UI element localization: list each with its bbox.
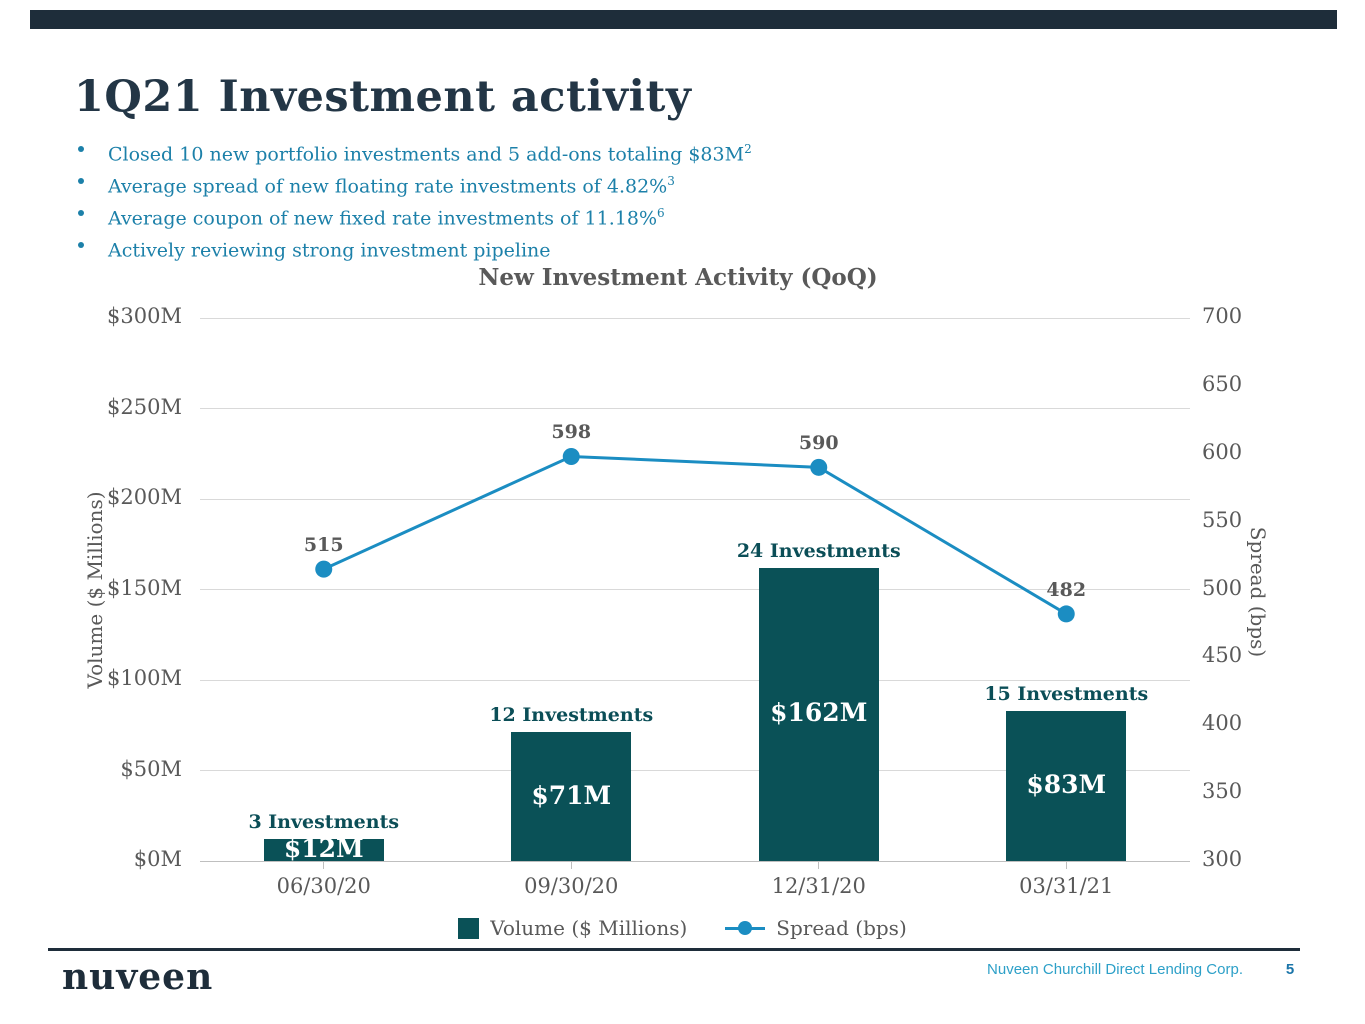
spread-marker-dot — [738, 921, 752, 935]
spread-data-point — [315, 561, 332, 578]
x-axis-label: 06/30/20 — [276, 874, 371, 898]
bullet-item — [78, 232, 752, 264]
bullet-item — [78, 136, 752, 168]
y-right-tick-label: 550 — [1202, 507, 1243, 532]
top-bar — [30, 10, 1337, 29]
bar-value-label: $71M — [531, 780, 612, 810]
y-left-tick-label: $100M — [107, 666, 182, 690]
y-right-tick-label: 400 — [1202, 711, 1243, 736]
y-left-tick-label: $200M — [107, 485, 182, 509]
investments-count-label: 12 Investments — [489, 704, 654, 727]
legend-item-volume — [458, 916, 687, 940]
y-right-tick-label: 450 — [1202, 643, 1243, 668]
legend-label-spread: Spread (bps) — [776, 916, 907, 940]
bullet-dot-icon — [78, 146, 84, 152]
left-axis-title: Volume ($ Millions) — [83, 491, 107, 689]
bullet-list — [78, 136, 752, 264]
x-axis-tick — [571, 861, 572, 869]
page-title: 1Q21 Investment activity — [74, 72, 692, 122]
y-right-tick-label: 300 — [1202, 847, 1243, 871]
gridline — [200, 318, 1190, 319]
volume-swatch-icon — [458, 918, 479, 939]
spread-point-label: 515 — [303, 534, 344, 557]
footnote-marker: 3 — [667, 174, 675, 188]
footnote-marker: 2 — [744, 142, 752, 156]
x-axis-label: 03/31/21 — [1019, 874, 1114, 898]
investments-count-label: 3 Investments — [248, 811, 400, 834]
bullet-text: Average coupon of new fixed rate investments of 11.18% — [108, 207, 657, 230]
right-axis-title: Spread (bps) — [1246, 526, 1270, 658]
y-right-tick-label: 650 — [1202, 371, 1243, 396]
footer-divider — [48, 948, 1300, 951]
gridline — [200, 680, 1190, 681]
legend-label-volume: Volume ($ Millions) — [490, 916, 688, 940]
bullet-dot-icon — [78, 210, 84, 216]
page-number: 5 — [1285, 961, 1295, 978]
bullet-dot-icon — [78, 242, 84, 248]
x-axis-label: 09/30/20 — [524, 874, 619, 898]
y-right-tick-label: 500 — [1202, 575, 1243, 600]
spread-point-label: 590 — [798, 432, 839, 455]
y-right-tick-label: 600 — [1202, 439, 1243, 464]
spread-point-label: 482 — [1046, 578, 1087, 601]
nuveen-logo: nuveen — [62, 956, 214, 998]
investments-count-label: 15 Investments — [984, 682, 1149, 705]
gridline — [200, 499, 1190, 500]
y-left-tick-label: $150M — [107, 575, 182, 600]
footnote-marker: 6 — [657, 206, 665, 220]
spread-point-label: 598 — [551, 421, 592, 444]
y-left-tick-label: $50M — [120, 756, 182, 781]
y-right-tick-label: 350 — [1202, 779, 1243, 804]
bar-value-label: $12M — [283, 834, 364, 864]
bullet-text: Average spread of new floating rate investments of 4.82% — [108, 175, 668, 198]
y-right-tick-label: 700 — [1202, 304, 1243, 328]
investments-count-label: 24 Investments — [736, 539, 901, 562]
spread-line-marker-icon — [725, 921, 765, 935]
x-axis-tick — [1066, 861, 1067, 869]
spread-data-point — [563, 448, 580, 465]
bar-value-label: $162M — [770, 698, 868, 728]
bullet-text: Actively reviewing strong investment pipeline — [108, 239, 551, 262]
chart-title: New Investment Activity (QoQ) — [478, 264, 878, 291]
spread-data-point — [1058, 605, 1075, 622]
bar-value-label: $83M — [1026, 769, 1107, 799]
bullet-text: Closed 10 new portfolio investments and 5 add-ons totaling $83M — [108, 143, 745, 166]
bullet-item — [78, 200, 752, 232]
gridline — [200, 408, 1190, 409]
legend-item-spread — [725, 916, 906, 940]
bullet-dot-icon — [78, 178, 84, 184]
y-left-tick-label: $0M — [133, 847, 182, 871]
bullet-item — [78, 168, 752, 200]
legend — [0, 916, 1365, 940]
spread-data-point — [810, 459, 827, 476]
x-axis-tick — [818, 861, 819, 869]
x-axis-label: 12/31/20 — [771, 874, 866, 898]
y-left-tick-label: $250M — [107, 394, 182, 419]
footer-company: Nuveen Churchill Direct Lending Corp. — [987, 961, 1243, 978]
y-left-tick-label: $300M — [107, 304, 182, 328]
